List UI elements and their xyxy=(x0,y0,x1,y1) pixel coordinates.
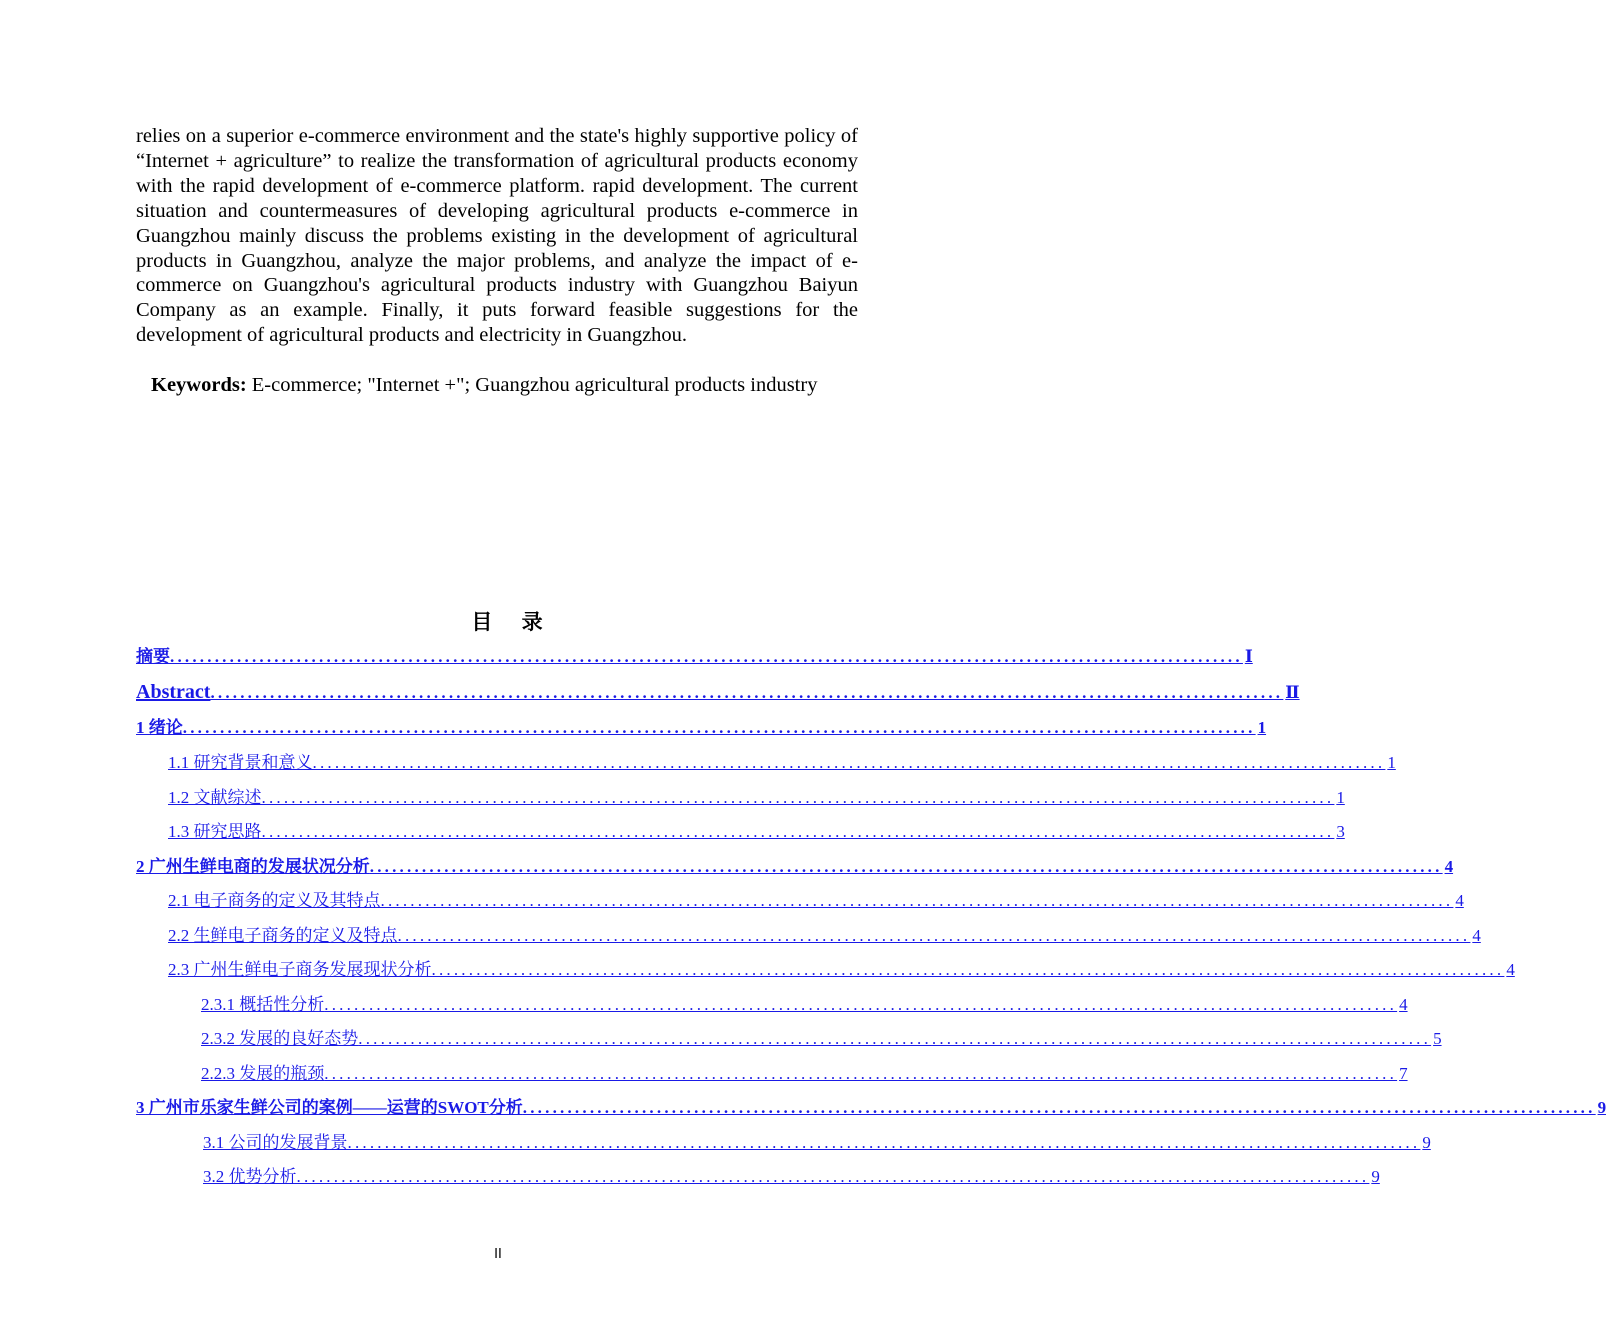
toc-entry-3-1[interactable] xyxy=(203,1131,1431,1155)
toc-entry-3-2[interactable] xyxy=(203,1165,1380,1189)
toc-title: 目 录 xyxy=(471,610,555,634)
toc-leader-dots: ................................................................................................................................................ xyxy=(324,995,1398,1014)
toc-entry-label: 2.3 广州生鲜电子商务发展现状分析 xyxy=(168,960,432,979)
toc-entry-label: 2.3.2 发展的良好态势 xyxy=(201,1029,359,1048)
toc-entry-page: 4 xyxy=(1399,995,1408,1014)
toc-leader-dots: ................................................................................................................................................ xyxy=(261,788,1335,807)
toc-entry-label: 2.1 电子商务的定义及其特点 xyxy=(168,891,381,910)
toc-entry-label: 摘要 xyxy=(136,647,170,666)
toc-leader-dots: ................................................................................................................................................ xyxy=(358,1029,1432,1048)
toc-entry-label: 2 广州生鲜电商的发展状况分析 xyxy=(136,857,370,876)
toc-leader-dots: ................................................................................................................................................ xyxy=(347,1133,1421,1152)
toc-entry-page: 9 xyxy=(1371,1167,1380,1186)
toc-entry-abstract-cn[interactable] xyxy=(136,645,1253,669)
toc-entry-page: 1 xyxy=(1387,753,1396,772)
toc-leader-dots: ................................................................................................................................................ xyxy=(431,960,1505,979)
toc-entry-page: 7 xyxy=(1399,1064,1408,1083)
toc-entry-page: 4 xyxy=(1444,857,1454,876)
toc-leader-dots: ................................................................................................................................................ xyxy=(380,891,1454,910)
toc-entry-label: 1 绪论 xyxy=(136,718,183,737)
toc-entry-page: 1 xyxy=(1336,788,1345,807)
toc-entry-page: Ⅱ xyxy=(1285,683,1300,702)
abstract-paragraph: relies on a superior e-commerce environment and the state's highly supportive policy of “Internet + agriculture” to realize the transformation of agricultural products economy with the rapid development of e-commerce platform. rapid development. The current situation and countermeasures of developing agricultural products e-commerce in Guangzhou mainly discuss the problems existing in the development of agricultural products in Guangzhou, analyze the major problems, and analyze the impact of e-commerce on Guangzhou's agricultural products industry with Guangzhou Baiyun Company as an example. Finally, it puts forward feasible suggestions for the development of agricultural products and electricity in Guangzhou. xyxy=(136,125,858,347)
keywords-label: Keywords: xyxy=(151,374,247,396)
toc-entry-label: 1.3 研究思路 xyxy=(168,822,262,841)
toc-leader-dots: ................................................................................................................................................ xyxy=(312,753,1386,772)
toc-leader-dots: ................................................................................................................................................ xyxy=(369,857,1443,876)
toc-entry-label: 1.2 文献综述 xyxy=(168,788,262,807)
page-number: II xyxy=(494,1247,502,1262)
toc-entry-label: 1.1 研究背景和意义 xyxy=(168,753,313,772)
toc-entry-1-2[interactable] xyxy=(168,786,1345,810)
toc-entry-chapter-3[interactable] xyxy=(136,1096,1606,1120)
toc-entry-2-2[interactable] xyxy=(168,924,1481,948)
toc-leader-dots: ................................................................................................................................................ xyxy=(397,926,1471,945)
toc-entry-label: 3.1 公司的发展背景 xyxy=(203,1133,348,1152)
toc-entry-label: 3 广州市乐家生鲜公司的案例——运营的SWOT分析 xyxy=(136,1098,523,1117)
toc-entry-2-2-3[interactable] xyxy=(201,1062,1408,1086)
toc-entry-2-3-1[interactable] xyxy=(201,993,1408,1017)
toc-entry-page: 1 xyxy=(1257,718,1267,737)
toc-entry-abstract-en[interactable] xyxy=(136,680,1300,704)
toc-entry-label: 2.2 生鲜电子商务的定义及特点 xyxy=(168,926,398,945)
toc-leader-dots: ................................................................................................................................................ xyxy=(170,647,1243,666)
toc-entry-page: 4 xyxy=(1506,960,1515,979)
toc-entry-label: 2.2.3 发展的瓶颈 xyxy=(201,1064,325,1083)
toc-entry-label: 2.3.1 概括性分析 xyxy=(201,995,325,1014)
toc-entry-page: 4 xyxy=(1455,891,1464,910)
keywords-paragraph xyxy=(136,373,858,398)
toc-leader-dots: ................................................................................................................................................ xyxy=(324,1064,1398,1083)
toc-entry-page: Ⅰ xyxy=(1244,647,1253,666)
toc-entry-page: 9 xyxy=(1597,1098,1606,1117)
toc-entry-2-3[interactable] xyxy=(168,958,1515,982)
toc-leader-dots: ................................................................................................................................................ xyxy=(261,822,1335,841)
toc-entry-1-1[interactable] xyxy=(168,751,1396,775)
toc-entry-page: 4 xyxy=(1472,926,1481,945)
toc-entry-page: 5 xyxy=(1433,1029,1442,1048)
toc-entry-chapter-1[interactable] xyxy=(136,716,1267,740)
toc-entry-page: 9 xyxy=(1422,1133,1431,1152)
toc-entry-2-3-2[interactable] xyxy=(201,1027,1442,1051)
toc-leader-dots: ................................................................................................................................................ xyxy=(522,1098,1596,1117)
toc-entry-chapter-2[interactable] xyxy=(136,855,1454,879)
keywords-text: E-commerce; "Internet +"; Guangzhou agricultural products industry xyxy=(246,374,818,396)
toc-entry-label: Abstract xyxy=(136,681,211,703)
toc-leader-dots: ................................................................................................................................................ xyxy=(210,683,1284,702)
toc-entry-1-3[interactable] xyxy=(168,820,1345,844)
toc-entry-page: 3 xyxy=(1336,822,1345,841)
toc-leader-dots: ................................................................................................................................................ xyxy=(182,718,1256,737)
toc-leader-dots: ................................................................................................................................................ xyxy=(296,1167,1370,1186)
toc-entry-label: 3.2 优势分析 xyxy=(203,1167,297,1186)
toc-entry-2-1[interactable] xyxy=(168,889,1464,913)
